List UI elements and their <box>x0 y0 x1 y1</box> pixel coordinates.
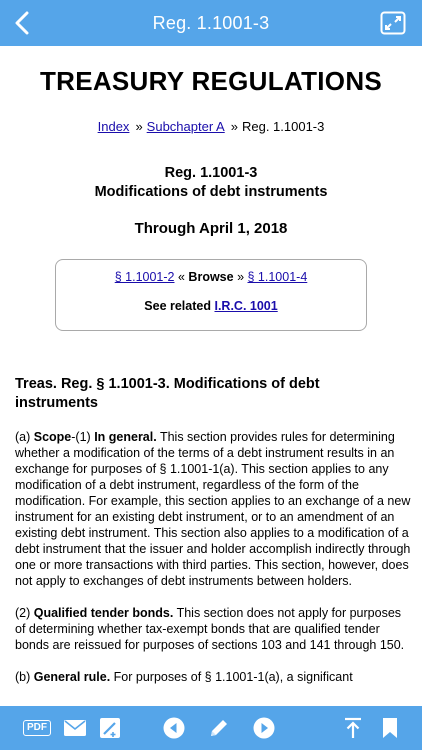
para-2-lead: (2) <box>15 606 34 620</box>
breadcrumb-separator: » <box>230 119 238 134</box>
regulation-heading <box>0 164 422 202</box>
note-edit-icon <box>100 718 120 738</box>
add-note-button[interactable] <box>97 706 123 750</box>
previous-section-button[interactable] <box>160 706 188 750</box>
paragraph-2 <box>15 605 412 653</box>
arrow-to-top-icon <box>344 717 362 739</box>
document-content[interactable] <box>0 46 422 706</box>
regulation-name: Modifications of debt instruments <box>94 184 328 200</box>
next-section-button[interactable] <box>250 706 278 750</box>
circle-arrow-left-icon <box>163 717 185 739</box>
browse-close-quote: » <box>237 270 245 284</box>
regulation-number: Reg. 1.1001-3 <box>164 165 258 181</box>
annotate-button[interactable] <box>205 706 233 750</box>
prev-section-link[interactable]: § 1.1001-2 <box>114 270 175 284</box>
navigation-bar <box>0 0 422 46</box>
breadcrumb <box>0 119 422 134</box>
bookmark-button[interactable] <box>378 706 402 750</box>
email-button[interactable] <box>62 706 88 750</box>
browse-open-quote: « <box>177 270 185 284</box>
para-b-lead: (b) <box>15 670 34 684</box>
breadcrumb-subchapter-link[interactable]: Subchapter A <box>146 119 225 134</box>
circle-arrow-right-icon <box>253 717 275 739</box>
bookmark-icon <box>382 718 398 738</box>
paragraph-a <box>15 429 412 589</box>
para-b-text: For purposes of § 1.1001-1(a), a significant <box>110 670 353 684</box>
para-2-text: This section does not apply for purposes of determining whether tax-exempt bonds that are qualified tender bonds are reissued for purposes of sections 103 and 141 through 150. <box>15 606 405 652</box>
fullscreen-button[interactable] <box>380 11 406 35</box>
back-button[interactable] <box>8 8 36 38</box>
paragraph-b <box>15 669 412 685</box>
para-a-in-general: In general. <box>94 430 157 444</box>
page-title: Reg. 1.1001-3 <box>152 12 270 33</box>
envelope-icon <box>64 720 86 736</box>
browse-label: Browse <box>188 270 234 284</box>
para-a-num: -(1) <box>71 430 95 444</box>
chevron-left-icon <box>14 11 30 35</box>
para-a-text: This section provides rules for determining whether a modification of the terms of a debt instrument results in an exchange for purposes of § 1.1001-1(a). This section applies to any modification of a debt instrument, regardless of the form of the modification. For example, this section applies to an exchange of a new instrument for an existing debt instrument, or to an amendment of an existing debt instrument. This section also applies to a modification of a debt instrument that the issuer and holder accomplish indirectly through one or more transactions with third parties. This section, however, does not apply to exchanges of debt instruments between holders. <box>15 430 411 588</box>
breadcrumb-index-link[interactable]: Index <box>97 119 130 134</box>
para-a-lead: (a) <box>15 430 34 444</box>
through-date: Through April 1, 2018 <box>134 220 288 237</box>
para-a-scope: Scope <box>33 430 72 444</box>
see-related-label: See related <box>144 299 211 313</box>
para-2-title: Qualified tender bonds. <box>33 606 174 620</box>
pdf-button[interactable] <box>22 706 52 750</box>
next-section-link[interactable]: § 1.1001-4 <box>247 270 308 284</box>
irc-link[interactable]: I.R.C. 1001 <box>214 299 278 313</box>
section-heading: Treas. Reg. § 1.1001-3. Modifications of debt instruments <box>15 376 320 411</box>
pdf-icon: PDF <box>23 720 51 736</box>
document-main-title: TREASURY REGULATIONS <box>39 66 383 96</box>
pencil-icon <box>208 717 230 739</box>
para-b-title: General rule. <box>33 670 111 684</box>
expand-icon <box>380 11 406 35</box>
breadcrumb-current: Reg. 1.1001-3 <box>241 119 325 134</box>
bottom-toolbar <box>0 706 422 750</box>
scroll-to-top-button[interactable] <box>340 706 366 750</box>
breadcrumb-separator: » <box>135 119 143 134</box>
browse-box <box>55 259 367 331</box>
